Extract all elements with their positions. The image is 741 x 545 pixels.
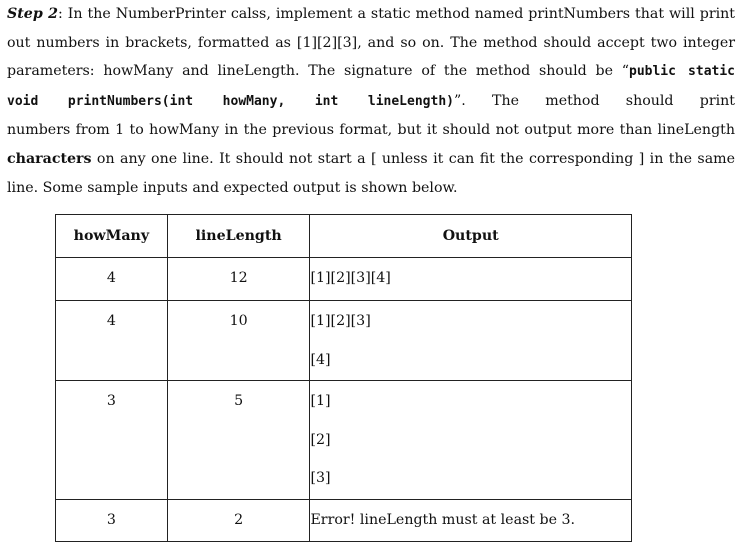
paragraph-line-7 <box>7 174 735 203</box>
output-line: [3] <box>310 470 331 486</box>
linelength-cell: 10 <box>229 313 248 329</box>
linelength-cell: 5 <box>234 393 244 409</box>
howmany-cell: 3 <box>106 393 116 409</box>
table-row <box>56 301 632 381</box>
paragraph-text: : In the NumberPrinter calss, implement a static method named printNumbers that will print <box>58 6 735 22</box>
output-line: [1][2][3][4] <box>310 270 391 286</box>
header-linelength: lineLength <box>167 215 310 258</box>
paragraph-text: numbers from 1 to howMany in the previous format, but it should not output more than lineLength <box>7 122 735 139</box>
output-cell <box>310 258 632 301</box>
table-row <box>56 258 632 301</box>
sample-io-table <box>55 214 632 542</box>
table-row <box>56 381 632 500</box>
output-cell <box>310 500 632 542</box>
step-label: Step 2 <box>7 6 59 22</box>
paragraph-line-4 <box>7 87 735 117</box>
paragraph-line-1 <box>7 0 735 29</box>
output-line: [2] <box>310 431 331 448</box>
paragraph-line-3 <box>7 57 735 87</box>
howmany-cell: 4 <box>106 270 116 286</box>
howmany-cell: 3 <box>106 512 116 528</box>
linelength-cell: 2 <box>234 512 244 528</box>
bold-term: characters <box>7 150 92 167</box>
howmany-cell: 4 <box>106 313 116 329</box>
paragraph-text: ”. The method should print <box>453 92 735 109</box>
output-line: [1] <box>310 393 331 409</box>
output-line: [4] <box>310 351 331 368</box>
paragraph-text: parameters: howMany and lineLength. The signature of the method should be “ <box>7 63 629 80</box>
paragraph-text: on any one line. It should not start a [ unless it can fit the corresponding ] in the same <box>91 150 735 167</box>
method-signature-code: public static <box>629 64 736 80</box>
output-line: [1][2][3] <box>310 313 371 329</box>
output-line: Error! lineLength must at least be 3. <box>310 512 576 528</box>
output-cell <box>310 381 632 500</box>
method-signature-code: void printNumbers(int howMany, int lineLength) <box>7 93 454 109</box>
instructions-paragraph <box>7 0 735 202</box>
paragraph-line-5 <box>7 116 735 145</box>
paragraph-text: line. Some sample inputs and expected output is shown below. <box>7 179 458 196</box>
linelength-cell: 12 <box>229 270 248 286</box>
table-row <box>56 500 632 542</box>
paragraph-line-2 <box>7 29 735 58</box>
table-header-row <box>56 215 632 258</box>
header-output: Output <box>310 215 632 258</box>
output-cell <box>310 301 632 381</box>
header-howmany: howMany <box>56 215 168 258</box>
paragraph-line-6 <box>7 145 735 174</box>
paragraph-text: out numbers in brackets, formatted as [1][2][3], and so on. The method should accept two integer <box>7 34 735 51</box>
